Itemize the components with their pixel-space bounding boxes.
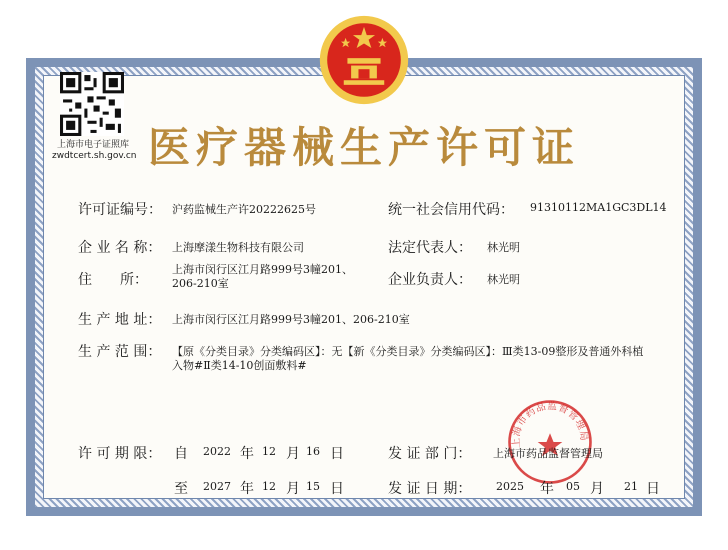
validity-to-day-unit: 日 — [330, 481, 344, 497]
issue-date-year: 2025 — [496, 480, 524, 493]
validity-from-year: 2022 — [203, 445, 231, 458]
issuer-value: 上海市药品监督管理局 — [493, 447, 603, 460]
official-seal-icon — [506, 398, 594, 486]
production-scope-label: 生 产 范 围： — [78, 344, 162, 360]
validity-to-month-unit: 月 — [286, 481, 300, 497]
validity-to-year-unit: 年 — [240, 481, 254, 497]
issuer-label: 发 证 部 门： — [388, 446, 472, 462]
license-no-label: 许可证编号： — [78, 202, 162, 218]
legal-rep-value: 林光明 — [487, 241, 520, 254]
validity-to-year: 2027 — [203, 480, 231, 493]
validity-to-month: 12 — [262, 480, 276, 493]
legal-rep-label: 法定代表人： — [388, 240, 472, 256]
person-in-charge-label: 企业负责人： — [388, 272, 472, 288]
validity-from-word: 自 — [174, 446, 188, 462]
validity-from-year-unit: 年 — [240, 446, 254, 462]
issue-date-day-unit: 日 — [646, 481, 660, 497]
credit-code-label: 统一社会信用代码： — [388, 202, 514, 218]
seal-text: 上海市药品监督管理局 — [510, 400, 590, 448]
qr-caption: 上海市电子证照库 zwdtcert.sh.gov.cn — [52, 140, 137, 161]
person-in-charge-value: 林光明 — [487, 273, 520, 286]
issue-date-label: 发 证 日 期： — [388, 481, 472, 497]
validity-from-month-unit: 月 — [286, 446, 300, 462]
issue-date-month: 05 — [566, 480, 580, 493]
certificate-title: 医疗器械生产许可证 — [148, 123, 581, 172]
production-scope-value: 【原《分类目录》分类编码区】：无【新《分类目录》分类编码区】：Ⅲ类13-09整形及普通外科植入物#Ⅱ类14-10创面敷料# — [172, 345, 644, 372]
national-emblem-icon — [318, 14, 410, 106]
validity-to-word: 至 — [174, 481, 188, 497]
address-value: 上海市闵行区江月路999号3幢201、206-210室 — [172, 263, 353, 290]
issue-date-month-unit: 月 — [590, 481, 604, 497]
validity-to-day: 15 — [306, 480, 320, 493]
qr-code-icon[interactable] — [60, 72, 124, 136]
production-address-label: 生 产 地 址： — [78, 312, 162, 328]
credit-code-value: 91310112MA1GC3DL14 — [530, 201, 667, 214]
validity-from-day-unit: 日 — [330, 446, 344, 462]
validity-from-day: 16 — [306, 445, 320, 458]
company-value: 上海摩漾生物科技有限公司 — [172, 241, 304, 254]
validity-label: 许 可 期 限： — [78, 446, 162, 462]
issue-date-day: 21 — [624, 480, 638, 493]
address-label: 住 所： — [78, 272, 148, 288]
validity-from-month: 12 — [262, 445, 276, 458]
license-no-value: 沪药监械生产许20222625号 — [172, 203, 316, 216]
company-label: 企 业 名 称： — [78, 240, 162, 256]
production-address-value: 上海市闵行区江月路999号3幢201、206-210室 — [172, 313, 410, 326]
issue-date-year-unit: 年 — [540, 481, 554, 497]
